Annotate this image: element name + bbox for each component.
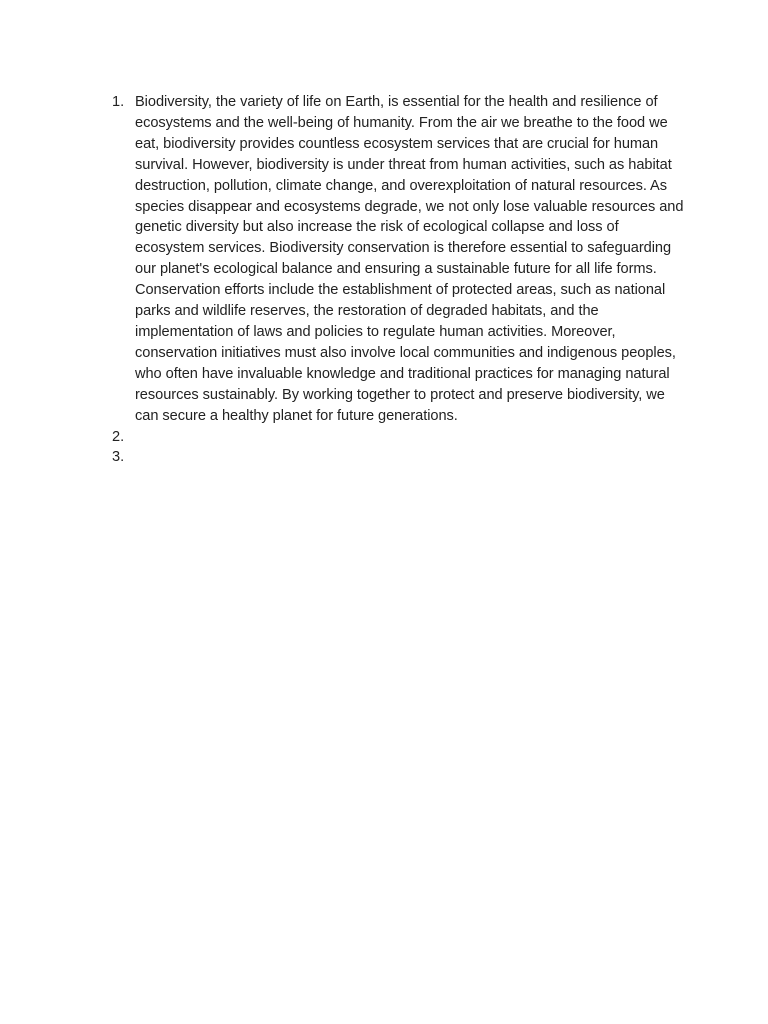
list-item-number: 2.: [112, 428, 125, 445]
list-item: [108, 447, 688, 468]
list-item-text: Biodiversity, the variety of life on Earth, is essential for the health and resilience of ecosystems and the well-being of humanity. From the air we breathe to the food we eat, biodiversity provides countless ecosystem services that are crucial for human survival. However, biodiversity is under threat from human activities, such as habitat destruction, pollution, climate change, and overexploitation of natural resources. As species disappear and ecosystems degrade, we not only lose valuable resources and genetic diversity but also increase the risk of ecological collapse and loss of ecosystem services. Biodiversity conservation is therefore essential to safeguarding our planet's ecological balance and ensuring a sustainable future for all life forms. Conservation efforts include the establishment of protected areas, such as national parks and wildlife reserves, the restoration of degraded habitats, and the implementation of laws and policies to regulate human activities. Moreover, conservation initiatives must also involve local communities and indigenous peoples, who often have invaluable knowledge and traditional practices for managing natural resources sustainably. By working together to protect and preserve biodiversity, we can secure a healthy planet for future generations.: [135, 94, 684, 424]
list-item-text: [135, 427, 688, 448]
numbered-list: [108, 92, 688, 468]
list-item-number: 1.: [112, 94, 125, 110]
list-item-text: [135, 447, 688, 468]
list-item: [108, 427, 688, 448]
list-item-number: 3.: [112, 449, 125, 466]
list-item: [108, 92, 688, 427]
